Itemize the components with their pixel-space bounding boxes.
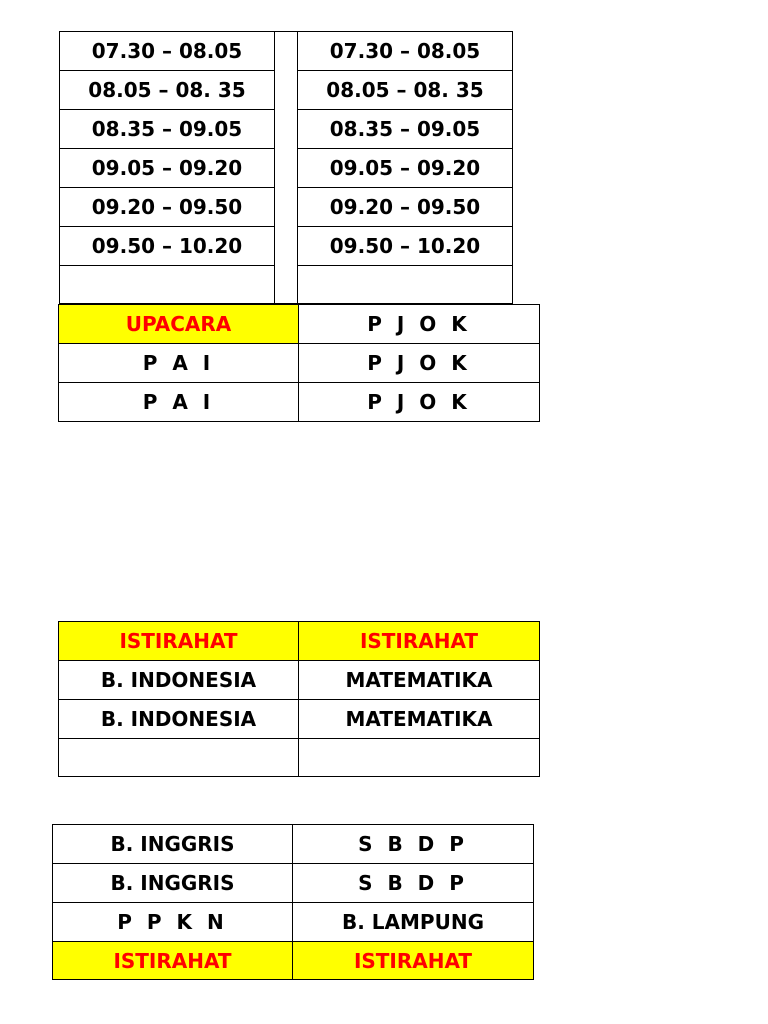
- subjects-table-3: [52, 824, 534, 980]
- subject-cell: P J O K: [299, 383, 540, 422]
- subject-cell: P A I: [59, 344, 299, 383]
- subject-cell-istirahat: ISTIRAHAT: [59, 622, 299, 661]
- subject-row: [59, 700, 540, 739]
- subject-cell: B. INDONESIA: [59, 700, 299, 739]
- subject-cell: B. INDONESIA: [59, 661, 299, 700]
- subject-cell: P P K N: [53, 903, 293, 942]
- subject-row: [59, 383, 540, 422]
- time-cell-a: 08.35 – 09.05: [60, 110, 275, 149]
- time-cell-b: 09.20 – 09.50: [298, 188, 513, 227]
- subject-row: [53, 864, 534, 903]
- time-cell-b: 07.30 – 08.05: [298, 32, 513, 71]
- subject-cell-istirahat: ISTIRAHAT: [53, 942, 293, 980]
- time-cell-b: 08.05 – 08. 35: [298, 71, 513, 110]
- time-cell-b: [298, 266, 513, 304]
- subject-row: [59, 305, 540, 344]
- subjects-table-2: [58, 621, 540, 777]
- time-cell-a: 09.50 – 10.20: [60, 227, 275, 266]
- subject-cell: S B D P: [293, 825, 534, 864]
- subject-cell: B. INGGRIS: [53, 864, 293, 903]
- subject-row: [59, 739, 540, 777]
- subject-row: [53, 903, 534, 942]
- time-cell-a: 07.30 – 08.05: [60, 32, 275, 71]
- time-cell-a: 09.20 – 09.50: [60, 188, 275, 227]
- subject-cell-istirahat: ISTIRAHAT: [293, 942, 534, 980]
- subject-cell: P J O K: [299, 305, 540, 344]
- subject-row: [59, 622, 540, 661]
- time-cell-b: 09.50 – 10.20: [298, 227, 513, 266]
- subject-row: [59, 344, 540, 383]
- subject-cell: S B D P: [293, 864, 534, 903]
- subject-cell-istirahat: ISTIRAHAT: [299, 622, 540, 661]
- subject-cell: P A I: [59, 383, 299, 422]
- subject-cell-upacara: UPACARA: [59, 305, 299, 344]
- time-cell-a: 08.05 – 08. 35: [60, 71, 275, 110]
- subject-cell: MATEMATIKA: [299, 661, 540, 700]
- subject-cell: [59, 739, 299, 777]
- subject-row: [53, 825, 534, 864]
- subject-row: [53, 942, 534, 980]
- time-cell-a: [60, 266, 275, 304]
- column-gap: [275, 32, 298, 304]
- subject-cell: P J O K: [299, 344, 540, 383]
- subject-cell: [299, 739, 540, 777]
- subject-cell: B. LAMPUNG: [293, 903, 534, 942]
- time-cell-b: 09.05 – 09.20: [298, 149, 513, 188]
- subject-cell: MATEMATIKA: [299, 700, 540, 739]
- time-schedule-table: [59, 31, 513, 304]
- time-cell-b: 08.35 – 09.05: [298, 110, 513, 149]
- subject-row: [59, 661, 540, 700]
- subject-cell: B. INGGRIS: [53, 825, 293, 864]
- time-cell-a: 09.05 – 09.20: [60, 149, 275, 188]
- subjects-table-1: [58, 304, 540, 422]
- time-row: [60, 32, 513, 71]
